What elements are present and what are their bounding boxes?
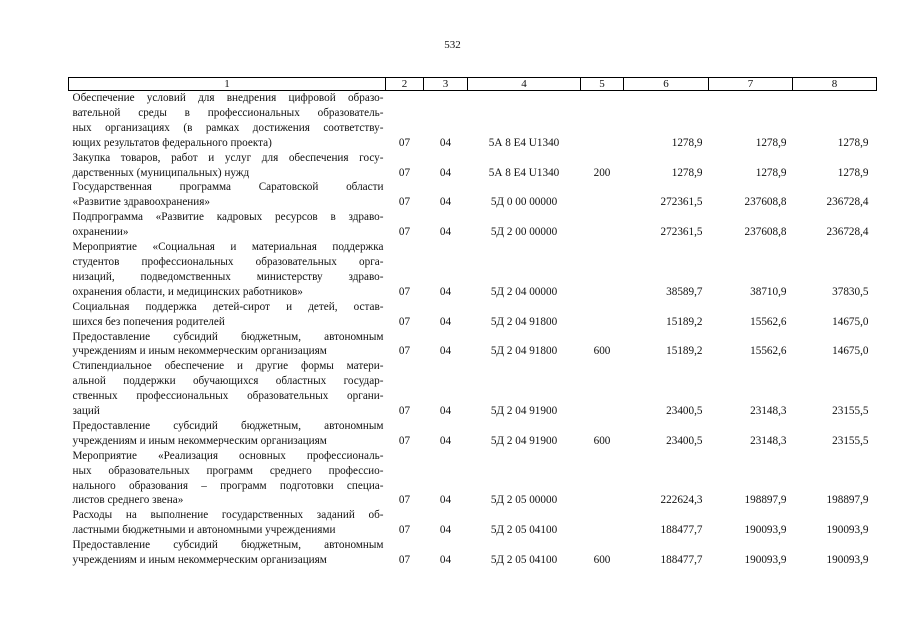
expense-type-code	[581, 508, 624, 538]
subsection-code: 04	[439, 136, 452, 149]
amount-year-1: 1278,9	[671, 166, 703, 179]
description-line: охранении»	[72, 226, 129, 239]
target-item-code: 5А 8 Е4 U1340	[488, 136, 560, 149]
amount-year-2: 237608,8	[744, 196, 787, 209]
table-row	[69, 508, 877, 538]
table-row	[69, 240, 877, 300]
column-header: 4	[468, 78, 581, 91]
expense-type-code: 200	[593, 166, 611, 179]
amount-year-1: 222624,3	[660, 494, 703, 507]
table-row	[69, 300, 877, 330]
target-item-code: 5Д 0 00 00000	[490, 196, 558, 209]
expense-type-code	[581, 300, 624, 330]
amount-year-3: 198897,9	[826, 494, 869, 507]
amount-year-1: 38589,7	[666, 285, 703, 298]
column-header: 3	[424, 78, 468, 91]
target-item-code: 5Д 2 04 91900	[490, 434, 558, 447]
row-description	[69, 508, 386, 538]
target-item-code: 5Д 2 04 91800	[490, 345, 558, 358]
description-line: низаций, подведомственных министерству здраво-	[72, 270, 384, 283]
expense-type-code	[581, 91, 624, 151]
description-line: учреждениям и иным некоммерческим организациям	[72, 554, 327, 567]
description-line: учреждениям и иным некоммерческим организациям	[72, 434, 327, 447]
subsection-code: 04	[439, 196, 452, 209]
section-code: 07	[398, 166, 411, 179]
subsection-code: 04	[439, 315, 452, 328]
amount-year-2: 38710,9	[750, 285, 787, 298]
description-line: Мероприятие «Социальная и материальная поддержка	[72, 241, 384, 254]
description-line: охранения области, и медицинских работников»	[72, 285, 303, 298]
row-description	[69, 449, 386, 509]
amount-year-2: 15562,6	[750, 345, 787, 358]
row-description	[69, 91, 386, 151]
amount-year-2: 15562,6	[750, 315, 787, 328]
subsection-code: 04	[439, 345, 452, 358]
column-header: 6	[624, 78, 709, 91]
description-line: ных организациях (в рамках достижения соответству-	[72, 121, 384, 134]
description-line: нального образования – программ подготовки специа-	[72, 479, 384, 492]
section-code: 07	[398, 405, 411, 418]
target-item-code: 5Д 2 05 04100	[490, 554, 558, 567]
table-row	[69, 151, 877, 181]
subsection-code: 04	[439, 405, 452, 418]
description-line: шихся без попечения родителей	[72, 315, 225, 328]
description-line: ющих результатов федерального проекта)	[72, 136, 272, 149]
description-line: дарственных (муниципальных) нужд	[72, 166, 250, 179]
description-line: Социальная поддержка детей-сирот и детей, остав-	[72, 300, 384, 313]
table-row	[69, 180, 877, 210]
description-line: учреждениям и иным некоммерческим организациям	[72, 345, 327, 358]
amount-year-1: 1278,9	[671, 136, 703, 149]
amount-year-3: 37830,5	[832, 285, 869, 298]
column-header: 7	[709, 78, 793, 91]
page-number: 532	[444, 39, 461, 51]
amount-year-1: 188477,7	[660, 554, 703, 567]
subsection-code: 04	[439, 554, 452, 567]
budget-table	[68, 77, 877, 568]
description-line: Мероприятие «Реализация основных профессиональ-	[72, 449, 384, 462]
subsection-code: 04	[439, 226, 452, 239]
section-code: 07	[398, 285, 411, 298]
amount-year-2: 198897,9	[744, 494, 787, 507]
row-description	[69, 180, 386, 210]
description-line: Предоставление субсидий бюджетным, автономным	[72, 330, 384, 343]
table-row	[69, 91, 877, 151]
amount-year-1: 272361,5	[660, 226, 703, 239]
description-line: «Развитие здравоохранения»	[72, 196, 211, 209]
section-code: 07	[398, 554, 411, 567]
description-line: заций	[72, 405, 100, 418]
row-description	[69, 151, 386, 181]
target-item-code: 5А 8 Е4 U1340	[488, 166, 560, 179]
section-code: 07	[398, 136, 411, 149]
row-description	[69, 419, 386, 449]
expense-type-code: 600	[593, 345, 611, 358]
table-row	[69, 210, 877, 240]
section-code: 07	[398, 345, 411, 358]
row-description	[69, 300, 386, 330]
description-line: студентов профессиональных образовательных орга-	[72, 255, 384, 268]
table-row	[69, 419, 877, 449]
description-line: Предоставление субсидий бюджетным, автономным	[72, 419, 384, 432]
column-header: 8	[793, 78, 877, 91]
description-line: ных образовательных программ среднего профессио-	[72, 464, 384, 477]
subsection-code: 04	[439, 285, 452, 298]
description-line: Обеспечение условий для внедрения цифровой образо-	[72, 92, 384, 104]
amount-year-3: 190093,9	[826, 524, 869, 537]
amount-year-1: 272361,5	[660, 196, 703, 209]
amount-year-3: 190093,9	[826, 554, 869, 567]
amount-year-3: 23155,5	[832, 405, 869, 418]
amount-year-3: 23155,5	[832, 434, 869, 447]
amount-year-2: 23148,3	[750, 405, 787, 418]
table-body	[69, 91, 877, 569]
subsection-code: 04	[439, 524, 452, 537]
table-row	[69, 449, 877, 509]
expense-type-code	[581, 359, 624, 419]
subsection-code: 04	[439, 494, 452, 507]
target-item-code: 5Д 2 04 00000	[490, 285, 558, 298]
description-line: листов среднего звена»	[72, 494, 184, 507]
section-code: 07	[398, 524, 411, 537]
subsection-code: 04	[439, 434, 452, 447]
subsection-code: 04	[439, 166, 452, 179]
amount-year-1: 15189,2	[666, 315, 703, 328]
amount-year-2: 190093,9	[744, 554, 787, 567]
amount-year-1: 23400,5	[666, 405, 703, 418]
table-row	[69, 359, 877, 419]
amount-year-1: 188477,7	[660, 524, 703, 537]
row-description	[69, 210, 386, 240]
target-item-code: 5Д 2 04 91800	[490, 315, 558, 328]
description-line: ластными бюджетными и автономными учреждениями	[72, 524, 336, 537]
expense-type-code	[581, 180, 624, 210]
description-line: Подпрограмма «Развитие кадровых ресурсов в здраво-	[72, 211, 384, 224]
section-code: 07	[398, 196, 411, 209]
expense-type-code: 600	[593, 434, 611, 447]
column-number-header	[69, 78, 877, 91]
expense-type-code	[581, 449, 624, 509]
section-code: 07	[398, 315, 411, 328]
description-line: Государственная программа Саратовской области	[72, 181, 384, 194]
description-line: Стипендиальное обеспечение и другие формы матери-	[72, 360, 384, 373]
section-code: 07	[398, 494, 411, 507]
amount-year-1: 15189,2	[666, 345, 703, 358]
amount-year-2: 1278,9	[755, 166, 787, 179]
amount-year-3: 14675,0	[832, 345, 869, 358]
expense-type-code: 600	[593, 554, 611, 567]
column-header: 5	[581, 78, 624, 91]
column-header: 2	[386, 78, 424, 91]
amount-year-2: 1278,9	[755, 136, 787, 149]
expense-type-code	[581, 240, 624, 300]
amount-year-1: 23400,5	[666, 434, 703, 447]
target-item-code: 5Д 2 05 04100	[490, 524, 558, 537]
row-description	[69, 538, 386, 568]
description-line: альной поддержки обучающихся областных государ-	[72, 375, 384, 388]
row-description	[69, 330, 386, 360]
row-description	[69, 240, 386, 300]
table-row	[69, 538, 877, 568]
amount-year-3: 1278,9	[837, 136, 869, 149]
target-item-code: 5Д 2 04 91900	[490, 405, 558, 418]
description-line: Предоставление субсидий бюджетным, автономным	[72, 539, 384, 552]
amount-year-2: 23148,3	[750, 434, 787, 447]
description-line: ственных профессиональных образовательных органи-	[72, 390, 384, 403]
amount-year-3: 236728,4	[826, 196, 869, 209]
column-header: 1	[69, 78, 386, 91]
section-code: 07	[398, 226, 411, 239]
amount-year-3: 236728,4	[826, 226, 869, 239]
description-line: вательной среды в профессиональных образователь-	[72, 106, 384, 119]
amount-year-3: 1278,9	[837, 166, 869, 179]
target-item-code: 5Д 2 05 00000	[490, 494, 558, 507]
target-item-code: 5Д 2 00 00000	[490, 226, 558, 239]
row-description	[69, 359, 386, 419]
description-line: Закупка товаров, работ и услуг для обеспечения госу-	[72, 151, 384, 164]
amount-year-3: 14675,0	[832, 315, 869, 328]
section-code: 07	[398, 434, 411, 447]
expense-type-code	[581, 210, 624, 240]
description-line: Расходы на выполнение государственных заданий об-	[72, 509, 384, 522]
amount-year-2: 190093,9	[744, 524, 787, 537]
table-row	[69, 330, 877, 360]
amount-year-2: 237608,8	[744, 226, 787, 239]
